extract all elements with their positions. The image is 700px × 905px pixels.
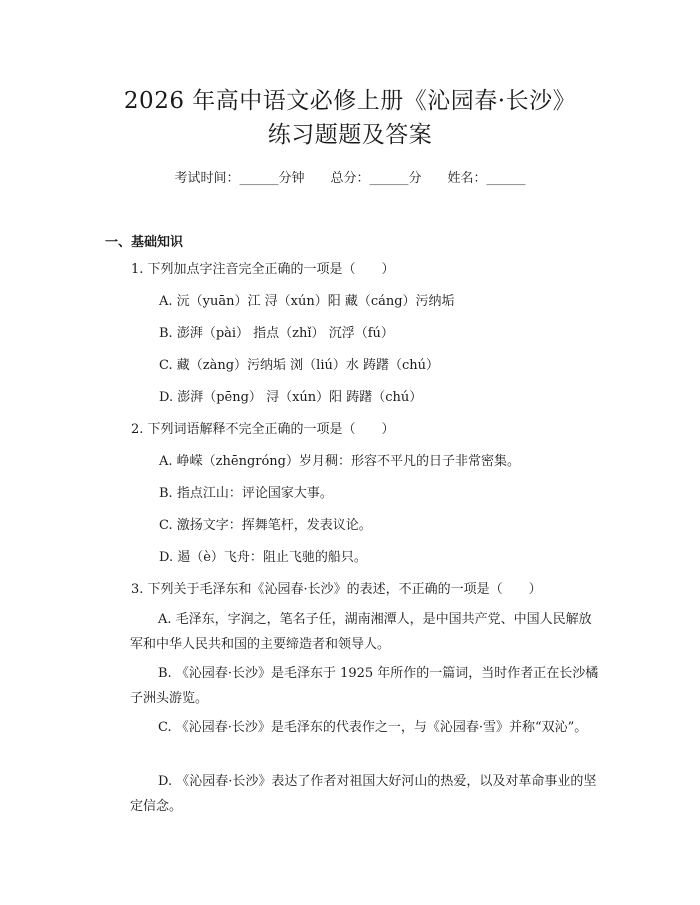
question-2-option-d: D. 遏（è）飞舟：阻止飞驰的船只。 (159, 550, 367, 565)
question-3-option-a: A. 毛泽东，字润之，笔名子任，湖南湘潭人，是中国共产党、中国人民解放军和中华人民共和国的主要缔造者和领导人。 (130, 612, 592, 652)
question-1-option-d: D. 澎湃（pēng） 浔（xún）阳 踌躇（chú） (159, 390, 423, 405)
question-1-option-a: A. 沅（yuān）江 浔（xún）阳 藏（cáng）污纳垢 (159, 294, 455, 309)
question-2-option-b: B. 指点江山：评论国家大事。 (159, 486, 333, 501)
exam-meta (0, 170, 700, 188)
total-score-field: 总分：______分 (330, 171, 422, 186)
question-1-stem: 1. 下列加点字注音完全正确的一项是（ ） (131, 262, 395, 277)
question-2-option-a: A. 峥嵘（zhēngróng）岁月稠：形容不平凡的日子非常密集。 (159, 454, 520, 469)
question-2-stem: 2. 下列词语解释不完全正确的一项是（ ） (131, 422, 395, 437)
section-heading-basics: 一、基础知识 (105, 235, 184, 250)
question-3-option-d: D. 《沁园春·长沙》表达了作者对祖国大好河山的热爱，以及对革命事业的坚定信念。 (130, 774, 597, 814)
question-1-option-b: B. 澎湃（pài） 指点（zhǐ） 沉浮（fú） (159, 326, 394, 341)
question-3-option-c: C. 《沁园春·长沙》是毛泽东的代表作之一，与《沁园春·雪》并称“双沁”。 (158, 720, 588, 735)
question-1-option-c: C. 藏（zàng）污纳垢 浏（liú）水 踌躇（chú） (159, 358, 440, 373)
question-2-option-c: C. 激扬文字：挥舞笔杆，发表议论。 (159, 518, 372, 533)
question-3-option-b: B. 《沁园春·长沙》是毛泽东于 1925 年所作的一篇词，当时作者正在长沙橘子洲头游览。 (130, 666, 599, 706)
question-3-stem: 3. 下列关于毛泽东和《沁园春·长沙》的表述，不正确的一项是（ ） (131, 582, 542, 597)
exam-time-field: 考试时间：______分钟 (174, 171, 305, 186)
page-title-line-1: 2026 年高中语文必修上册《沁园春·长沙》 (123, 88, 577, 114)
page-title-line-2: 练习题题及答案 (267, 122, 433, 148)
student-name-field: 姓名：______ (447, 171, 526, 186)
